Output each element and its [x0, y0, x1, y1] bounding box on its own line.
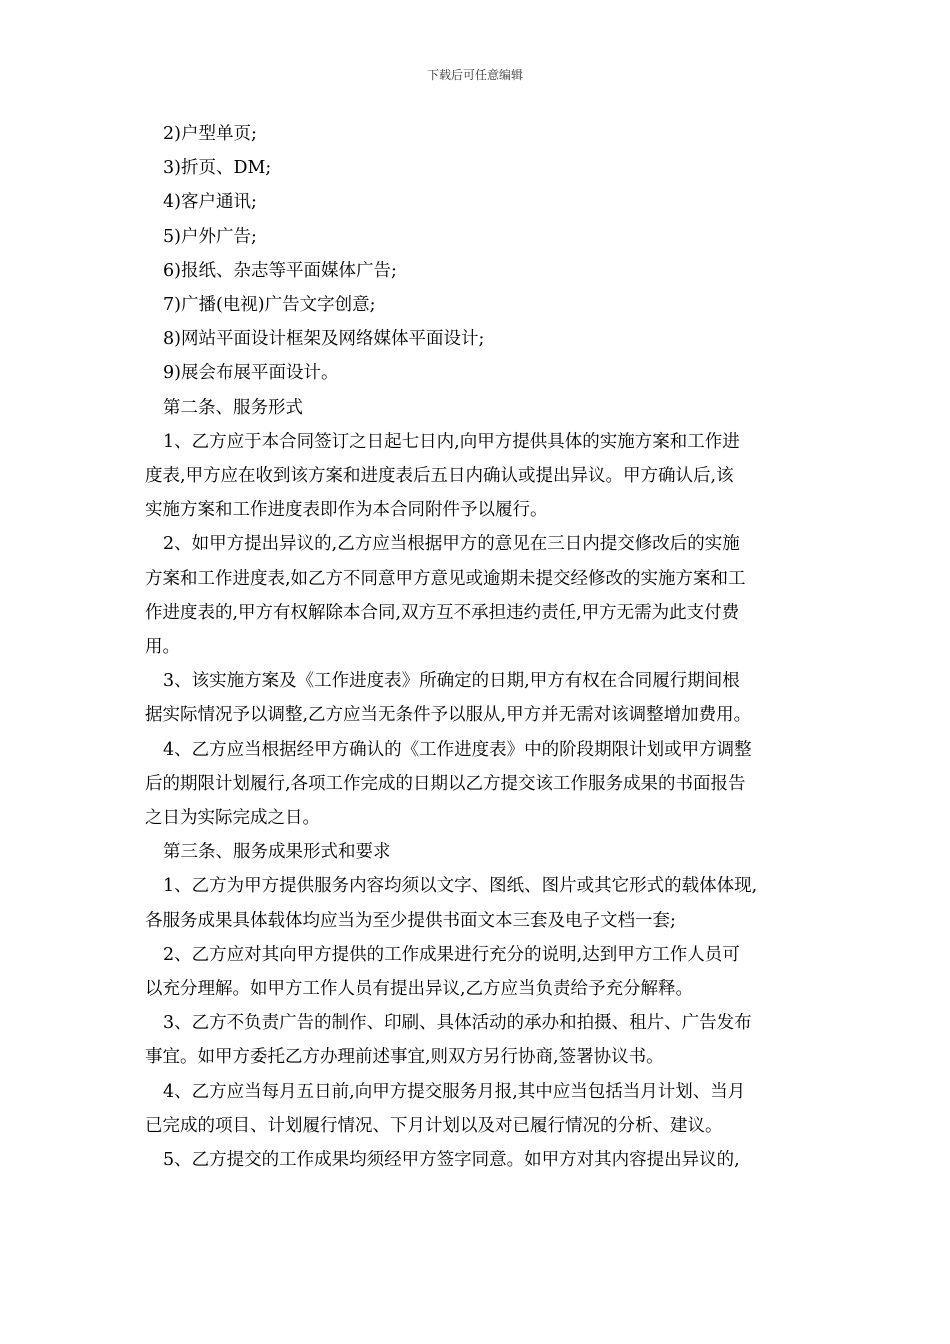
text-line: 据实际情况予以调整,乙方应当无条件予以服从,甲方并无需对该调整增加费用。 [145, 705, 752, 726]
text-line: 方案和工作进度表,如乙方不同意甲方意见或逾期未提交经修改的实施方案和工 [145, 568, 746, 589]
text-line: 实施方案和工作进度表即作为本合同附件予以履行。 [145, 500, 548, 521]
text-line: 事宜。如甲方委托乙方办理前述事宜,则双方另行协商,签署协议书。 [145, 1047, 664, 1068]
document-body [145, 117, 810, 1177]
text-line: 9)展会布展平面设计。 [163, 363, 339, 384]
text-line: 2)户型单页; [163, 124, 257, 144]
text-line: 各服务成果具体载体均应当为至少提供书面文本三套及电子文档一套; [145, 910, 676, 931]
text-line: 1、乙方为甲方提供服务内容均须以文字、图纸、图片或其它形式的载体体现, [163, 876, 758, 897]
text-line: 5)户外广告; [163, 226, 257, 247]
text-line: 用。 [145, 637, 180, 658]
text-line: 6)报纸、杂志等平面媒体广告; [163, 260, 397, 281]
text-line: 2、如甲方提出异议的,乙方应当根据甲方的意见在三日内提交修改后的实施 [163, 534, 740, 555]
text-line: 第三条、服务成果形式和要求 [163, 842, 391, 863]
text-line: 3)折页、DM; [163, 158, 272, 179]
text-line: 8)网站平面设计框架及网络媒体平面设计; [163, 329, 485, 350]
text-line: 3、该实施方案及《工作进度表》所确定的日期,甲方有权在合同履行期间根 [163, 671, 740, 692]
text-line: 2、乙方应对其向甲方提供的工作成果进行充分的说明,达到甲方工作人员可 [163, 944, 740, 965]
text-line: 度表,甲方应在收到该方案和进度表后五日内确认或提出异议。甲方确认后,该 [145, 466, 734, 487]
text-line: 以充分理解。如甲方工作人员有提出异议,乙方应当负责给予充分解释。 [145, 979, 694, 1000]
text-line: 4、乙方应当根据经甲方确认的《工作进度表》中的阶段期限计划或甲方调整 [163, 739, 752, 760]
text-line: 7)广播(电视)广告文字创意; [163, 295, 376, 316]
text-line: 已完成的项目、计划履行情况、下月计划以及对已履行情况的分析、建议。 [145, 1115, 723, 1136]
text-line: 作进度表的,甲方有权解除本合同,双方互不承担违约责任,甲方无需为此支付费 [145, 602, 740, 623]
text-line: 5、乙方提交的工作成果均须经甲方签字同意。如甲方对其内容提出异议的, [163, 1150, 740, 1171]
text-line: 第二条、服务形式 [163, 397, 303, 418]
text-line: 3、乙方不负责广告的制作、印刷、具体活动的承办和拍摄、租片、广告发布 [163, 1013, 752, 1034]
text-line: 4、乙方应当每月五日前,向甲方提交服务月报,其中应当包括当月计划、当月 [163, 1081, 746, 1102]
text-line: 之日为实际完成之日。 [145, 808, 320, 829]
text-line: 1、乙方应于本合同签订之日起七日内,向甲方提供具体的实施方案和工作进 [163, 431, 740, 452]
text-line: 4)客户通讯; [163, 192, 257, 213]
page-header: 下载后可任意编辑 [426, 68, 523, 82]
text-line: 后的期限计划履行,各项工作完成的日期以乙方提交该工作服务成果的书面报告 [145, 773, 746, 794]
